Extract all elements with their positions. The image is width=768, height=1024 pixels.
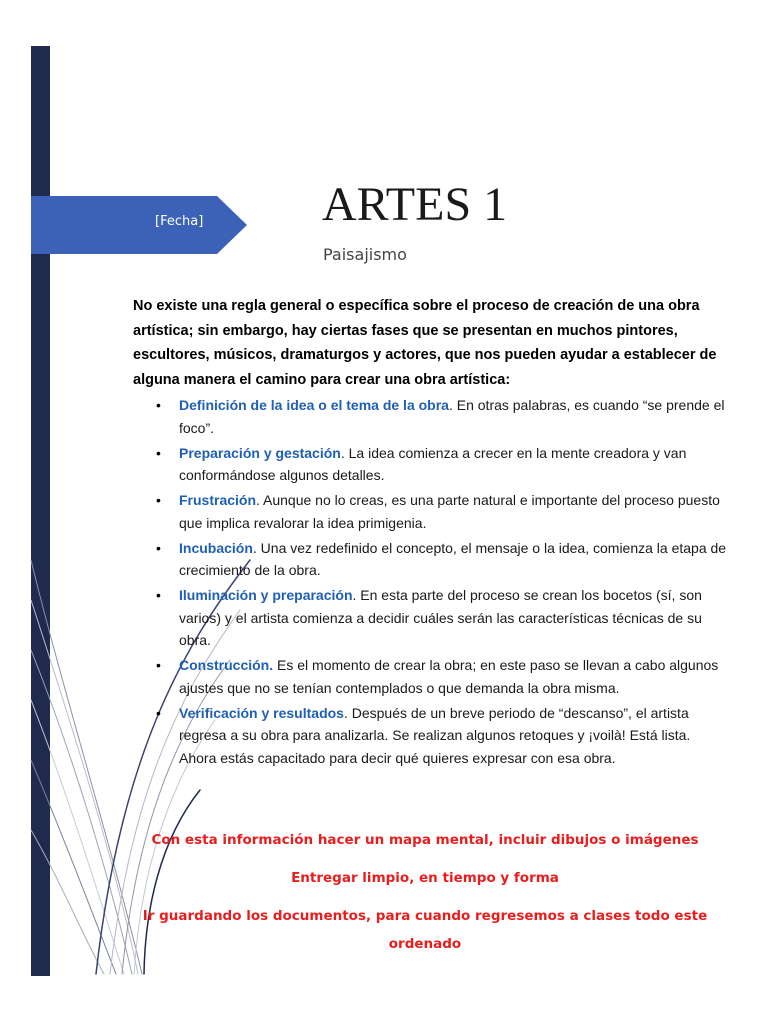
phase-term: Iluminación y preparación xyxy=(179,587,353,603)
list-item xyxy=(133,584,728,652)
bullet-icon: • xyxy=(156,397,161,413)
bullet-icon: • xyxy=(156,444,161,461)
phase-term: Verificación y resultados xyxy=(179,704,344,721)
phase-text: . Una vez redefinido el concepto, el mensaje o la idea, comienza la etapa de crecimiento de la obra. xyxy=(179,539,727,578)
phase-text: . En otras palabras, es cuando “se prende el foco”. xyxy=(179,397,725,436)
bullet-icon: • xyxy=(156,539,161,556)
bullet-icon: • xyxy=(156,492,161,508)
instruction-delivery: Entregar limpio, en tiempo y forma xyxy=(291,870,559,886)
phase-text: . En esta parte del proceso se crean los bocetos (sí, son varios) y el artista comienza a decidir cuáles serán las características técnicas de su obra. xyxy=(179,587,702,648)
bullet-icon: • xyxy=(156,587,161,603)
phase-term: Frustración xyxy=(179,492,257,508)
phase-text: . La idea comienza a crecer en la mente creadora y van conformándose algunos detalles. xyxy=(179,444,687,483)
list-item xyxy=(133,442,728,487)
date-placeholder[interactable]: [Fecha] xyxy=(155,214,204,229)
sidebar-bar xyxy=(31,46,50,976)
phase-term: Preparación y gestación xyxy=(179,444,341,461)
phase-text: . Después de un breve periodo de “descanso”, el artista regresa a su obra para analizarla. Se realizan algunos retoques y ¡voilà! Está lista. Ahora estás capacitado para decir qué quieres expresar con esa obra. xyxy=(179,704,691,766)
list-item xyxy=(133,394,728,439)
bullet-icon: • xyxy=(156,657,161,673)
phase-text: Es el momento de crear la obra; en este paso se llevan a cabo algunos ajustes que no se tenían contemplados o que demanda la obra misma. xyxy=(179,657,719,696)
phase-term: Construcción. xyxy=(179,657,274,673)
list-item xyxy=(133,489,728,534)
document-subtitle: Paisajismo xyxy=(323,245,407,264)
list-item xyxy=(133,654,728,699)
date-tab xyxy=(31,196,247,254)
instruction-mind-map: Con esta información hacer un mapa mental, incluir dibujos o imágenes xyxy=(151,832,699,848)
phase-term: Incubación xyxy=(179,539,253,556)
phase-text: . Aunque no lo creas, es una parte natural e importante del proceso puesto que implica revalorar la idea primigenia. xyxy=(179,492,720,531)
phase-list xyxy=(133,394,728,772)
list-item xyxy=(133,702,728,770)
bullet-icon: • xyxy=(156,704,161,721)
document-title: ARTES 1 xyxy=(322,178,508,231)
list-item xyxy=(133,537,728,582)
intro-paragraph: No existe una regla general o específica sobre el proceso de creación de una obra artística; sin embargo, hay ciertas fases que se presentan en muchos pintores, escultores, músicos, dramaturgos y actores, que nos pueden ayudar a establecer de alguna manera el camino para crear una obra artística: xyxy=(133,298,717,388)
instruction-save-documents: Ir guardando los documentos, para cuando regresemos a clases todo este ordenado xyxy=(142,908,708,952)
phase-term: Definición de la idea o el tema de la obra xyxy=(179,397,449,413)
